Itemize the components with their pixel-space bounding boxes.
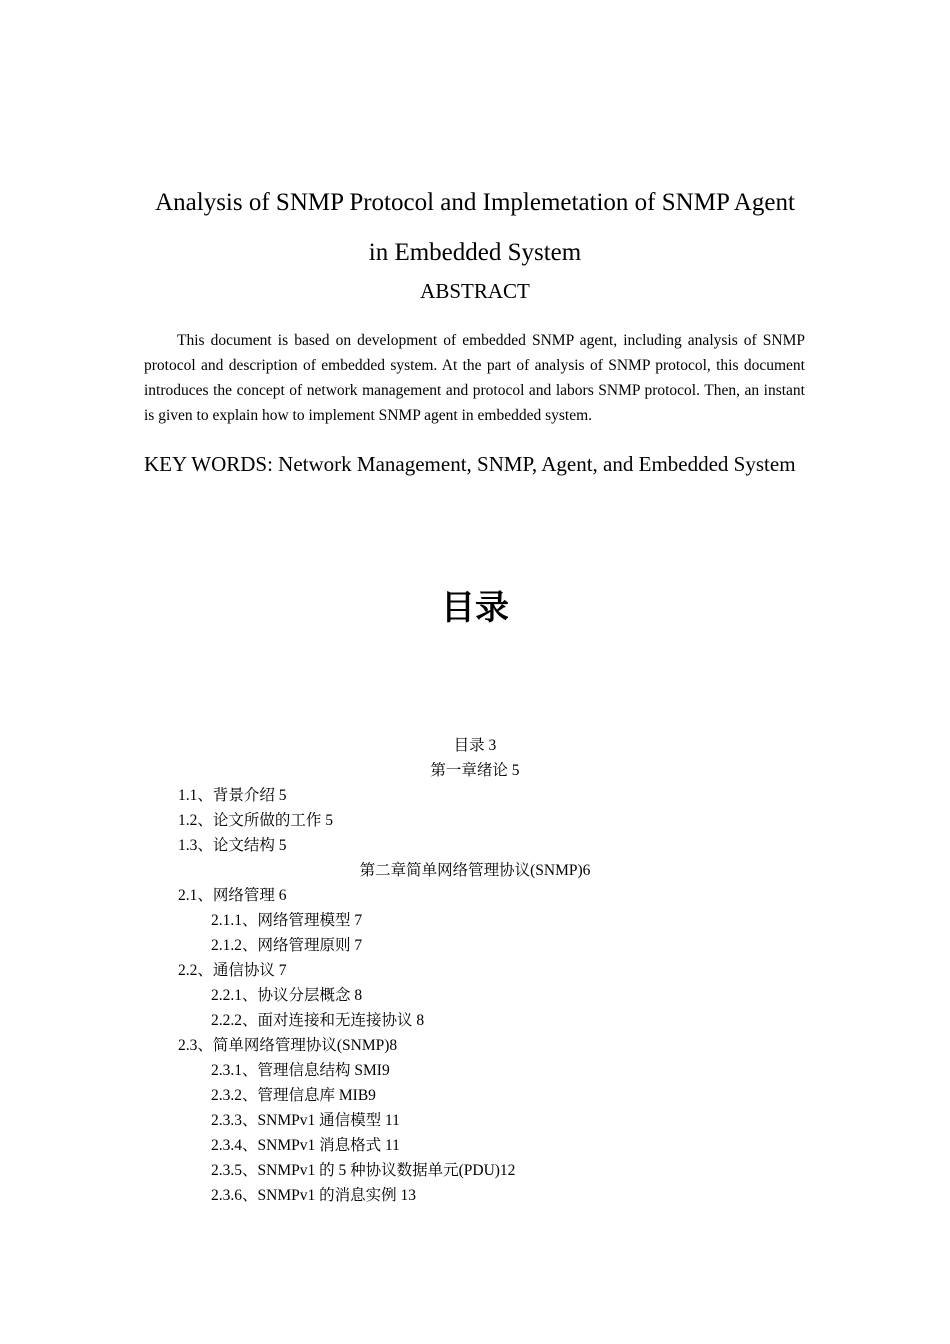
table-of-contents (0, 733, 950, 1208)
title-line-1: Analysis of SNMP Protocol and Implemetation of SNMP Agent (155, 189, 795, 216)
toc-entry[interactable]: 2.1、网络管理 6 (178, 887, 287, 904)
toc-entry[interactable]: 2.3.4、SNMPv1 消息格式 11 (211, 1137, 400, 1154)
toc-entry[interactable]: 2.2.1、协议分层概念 8 (211, 987, 363, 1004)
toc-entry[interactable]: 2.3.2、管理信息库 MIB9 (211, 1087, 376, 1104)
abstract-heading: ABSTRACT (420, 279, 530, 303)
toc-heading: 目录 (441, 588, 509, 628)
toc-entry[interactable]: 2.1.1、网络管理模型 7 (211, 912, 363, 929)
keywords: KEY WORDS: Network Management, SNMP, Agent, and Embedded System (144, 452, 796, 476)
toc-entry[interactable]: 1.3、论文结构 5 (178, 837, 287, 854)
toc-entry[interactable]: 2.3.3、SNMPv1 通信模型 11 (211, 1112, 400, 1129)
toc-entry[interactable]: 1.1、背景介绍 5 (178, 787, 287, 804)
toc-entry[interactable]: 2.2、通信协议 7 (178, 962, 287, 979)
toc-entry[interactable]: 1.2、论文所做的工作 5 (178, 812, 334, 829)
toc-entry[interactable]: 2.3、简单网络管理协议(SNMP)8 (178, 1037, 398, 1054)
toc-entry[interactable]: 2.3.6、SNMPv1 的消息实例 13 (211, 1187, 416, 1204)
toc-entry[interactable]: 2.1.2、网络管理原则 7 (211, 937, 363, 954)
toc-entry[interactable]: 目录 3 (453, 737, 497, 754)
toc-entry[interactable]: 2.3.5、SNMPv1 的 5 种协议数据单元(PDU)12 (211, 1162, 516, 1179)
toc-entry[interactable]: 2.2.2、面对连接和无连接协议 8 (211, 1012, 425, 1029)
title-line-2: in Embedded System (368, 239, 582, 266)
toc-entry[interactable]: 第一章绪论 5 (430, 762, 520, 779)
abstract-body: This document is based on development of embedded SNMP agent, including analysis of SNMP protocol and description of embedded system. At the part of analysis of SNMP protocol, this document introduces the concept of network management and protocol and labors SNMP protocol. Then, an instant is given to explain how to implement SNMP agent in embedded system. (144, 332, 805, 424)
toc-entry[interactable]: 第二章简单网络管理协议(SNMP)6 (359, 862, 591, 879)
toc-entry[interactable]: 2.3.1、管理信息结构 SMI9 (211, 1062, 390, 1079)
